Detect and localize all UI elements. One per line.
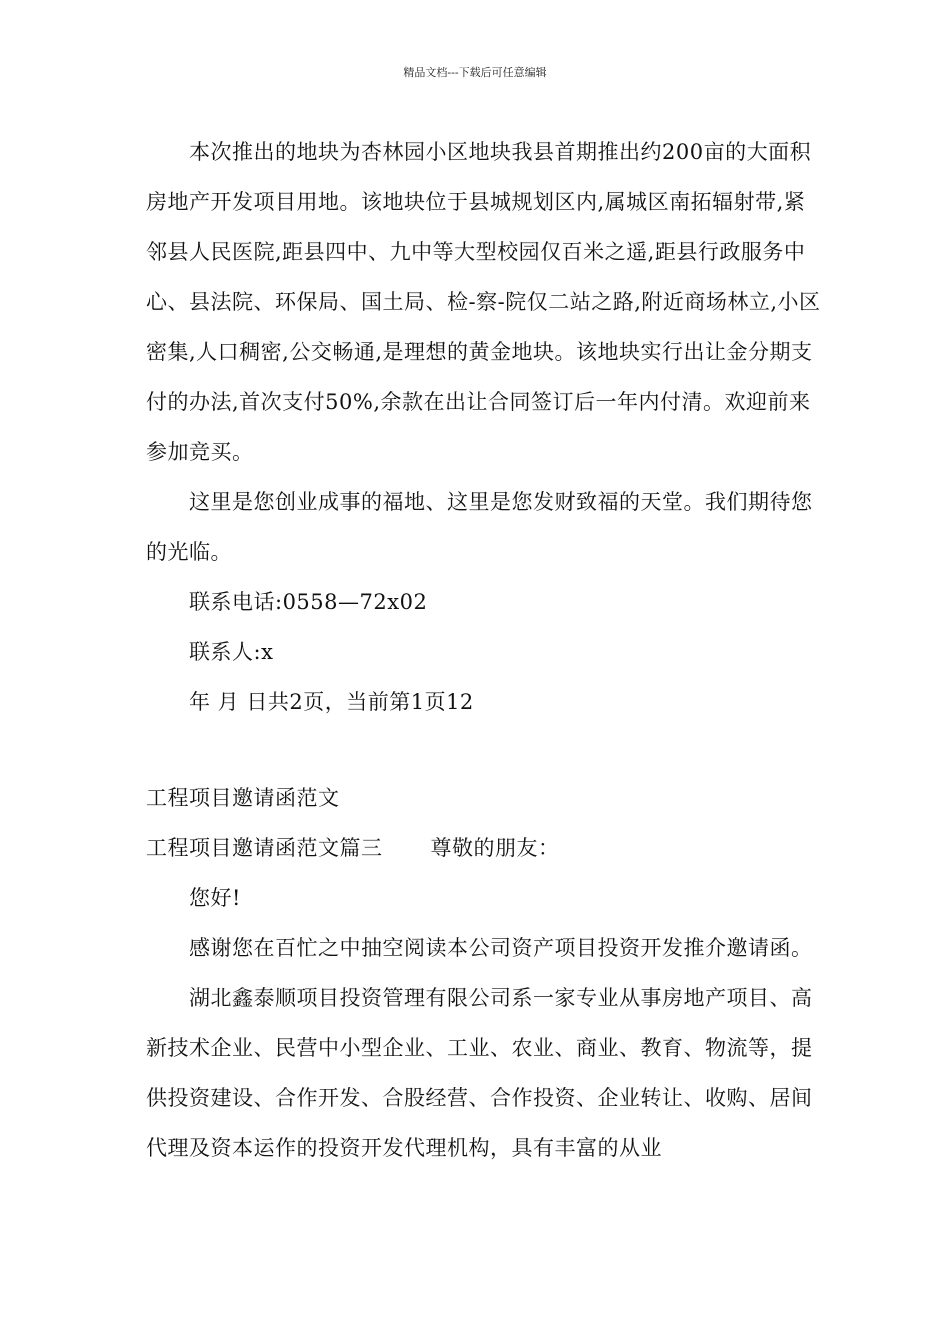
section-subtitle-left: 工程项目邀请函范文篇三: [146, 836, 383, 860]
contact-phone: 联系电话:0558—72x02: [189, 590, 428, 614]
date-page-line: 年 月 日共2页，当前第1页12: [189, 690, 474, 714]
thanks-paragraph: 感谢您在百忙之中抽空阅读本公司资产项目投资开发推介邀请函。: [189, 936, 813, 960]
contact-person: 联系人:x: [189, 640, 274, 664]
salutation: 尊敬的朋友：: [430, 836, 560, 860]
greeting: 您好!: [189, 886, 241, 910]
invitation-paragraph: 这里是您创业成事的福地、这里是您发财致福的天堂。我们期待您的光临。: [146, 490, 813, 564]
section-subtitle: [146, 823, 826, 873]
company-paragraph: 湖北鑫泰顺项目投资管理有限公司系一家专业从事房地产项目、高新技术企业、民营中小型企业、工业、农业、商业、教育、物流等，提供投资建设、合作开发、合股经营、合作投资、企业转让、收购、居间代理及资本运作的投资开发代理机构，具有丰富的从业: [146, 986, 813, 1160]
page-header: 精品文档---下载后可任意编辑: [403, 66, 547, 79]
document-body: [146, 127, 826, 1173]
land-parcel-paragraph: 本次推出的地块为杏林园小区地块我县首期推出约200亩的大面积房地产开发项目用地。该地块位于县城规划区内,属城区南拓辐射带,紧邻县人民医院,距县四中、九中等大型校园仅百米之遥,距县行政服务中心、县法院、环保局、国土局、检-察-院仅二站之路,附近商场林立,小区密集,人口稠密,公交畅通,是理想的黄金地块。该地块实行出让金分期支付的办法,首次支付50%,余款在出让合同签订后一年内付清。欢迎前来参加竞买。: [146, 140, 821, 464]
section-gap: [146, 727, 826, 773]
section-title: 工程项目邀请函范文: [146, 786, 340, 810]
